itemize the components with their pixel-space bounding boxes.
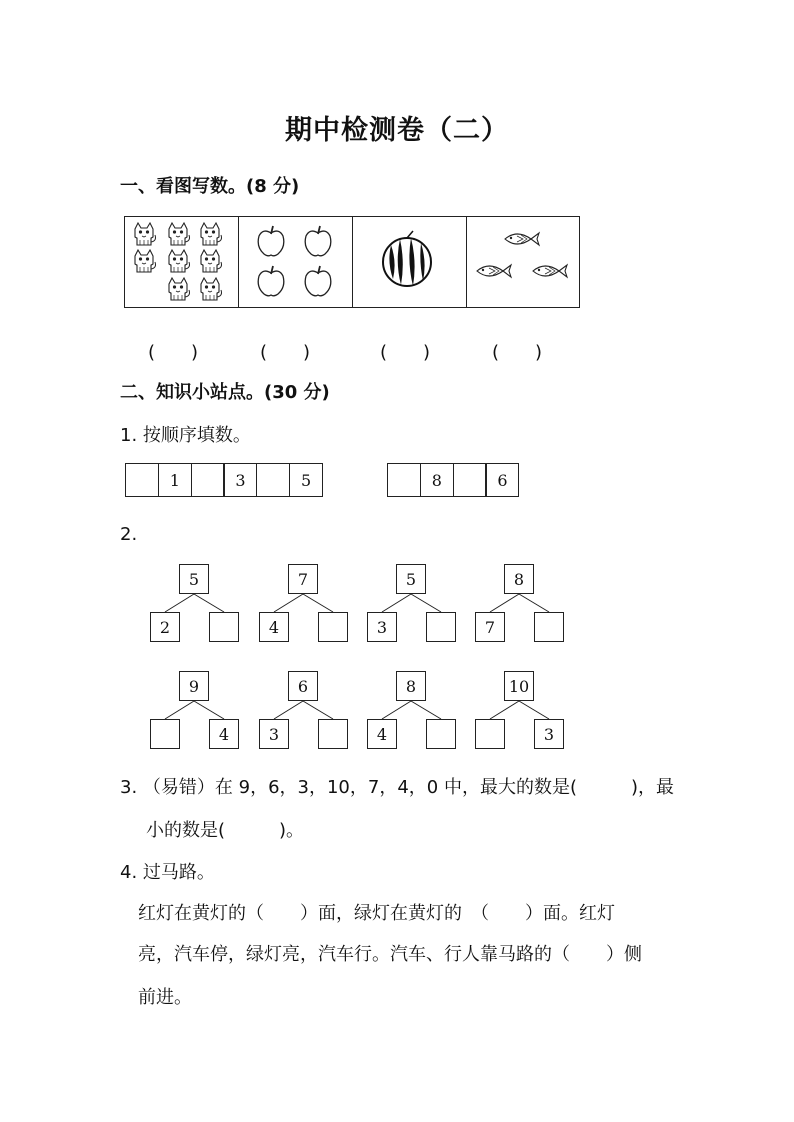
picture-strip: [124, 216, 580, 308]
tree-left-box: 4: [259, 612, 289, 642]
tree-top-number: 7: [288, 564, 318, 594]
tree-right-box: 3: [534, 719, 564, 749]
picture-cell-fish: [467, 217, 580, 307]
sequence-b-cell[interactable]: [387, 463, 421, 497]
section-1-heading: 一、看图写数。(8 分): [120, 176, 300, 197]
question-4-line-1: 红灯在黄灯的（ ）面，绿灯在黄灯的 （ ）面。红灯: [138, 903, 615, 924]
tree-branch-line: [411, 701, 441, 719]
tree-right-box[interactable]: [426, 719, 456, 749]
tree-right-box[interactable]: [534, 612, 564, 642]
tree-branch-line: [194, 594, 224, 612]
sequence-a-cell: 3: [223, 463, 257, 497]
tree-top-number: 5: [179, 564, 209, 594]
section-2-heading: 二、知识小站点。(30 分): [120, 382, 330, 403]
question-3-line-2: 小的数是( )。: [146, 820, 305, 841]
sequence-a-cell: 1: [158, 463, 192, 497]
tree-left-box: 2: [150, 612, 180, 642]
answer-blank-3[interactable]: ( ): [380, 342, 431, 363]
tree-branch-line: [165, 594, 194, 612]
tree-right-box[interactable]: [318, 719, 348, 749]
tree-branch-line: [194, 701, 224, 719]
question-1-label: 1. 按顺序填数。: [120, 425, 251, 446]
tree-left-box: 3: [367, 612, 397, 642]
sequence-a-cell[interactable]: [256, 463, 290, 497]
sequence-b-cell[interactable]: [453, 463, 487, 497]
tree-left-box: 7: [475, 612, 505, 642]
sequence-b-cell: 8: [420, 463, 454, 497]
tree-branch-line: [165, 701, 194, 719]
sequence-a-cell[interactable]: [125, 463, 159, 497]
tree-branch-line: [303, 594, 333, 612]
tree-branch-line: [382, 594, 411, 612]
fish-icon: [467, 217, 580, 307]
tree-left-box: 4: [367, 719, 397, 749]
tree-branch-line: [274, 701, 303, 719]
picture-cell-cats: [125, 217, 239, 307]
tree-top-number: 8: [504, 564, 534, 594]
tree-branch-line: [411, 594, 441, 612]
sequence-a-cell: 5: [289, 463, 323, 497]
tree-branch-line: [490, 594, 519, 612]
tree-branch-line: [519, 594, 549, 612]
tree-top-number: 8: [396, 671, 426, 701]
sequence-b-cell: 6: [485, 463, 519, 497]
question-4-label: 4. 过马路。: [120, 862, 215, 883]
tree-right-box[interactable]: [426, 612, 456, 642]
tree-top-number: 9: [179, 671, 209, 701]
tree-right-box[interactable]: [318, 612, 348, 642]
tree-top-number: 6: [288, 671, 318, 701]
tree-left-box: 3: [259, 719, 289, 749]
cat-icon: [125, 217, 238, 307]
question-3-line-1: 3. （易错）在 9，6，3，10，7，4，0 中，最大的数是( )，最: [120, 777, 674, 798]
picture-cell-apples: [239, 217, 353, 307]
apple-icon: [239, 217, 352, 307]
answer-blank-2[interactable]: ( ): [260, 342, 311, 363]
tree-left-box[interactable]: [475, 719, 505, 749]
tree-branch-line: [274, 594, 303, 612]
sequence-a-cell[interactable]: [191, 463, 225, 497]
tree-top-number: 5: [396, 564, 426, 594]
watermelon-icon: [353, 217, 466, 307]
tree-branch-line: [303, 701, 333, 719]
tree-left-box[interactable]: [150, 719, 180, 749]
question-2-label: 2.: [120, 524, 138, 545]
tree-right-box[interactable]: [209, 612, 239, 642]
tree-branch-line: [519, 701, 549, 719]
sequence-b: [387, 463, 519, 497]
tree-top-number: 10: [504, 671, 534, 701]
question-4-line-2: 亮，汽车停，绿灯亮，汽车行。汽车、行人靠马路的（ ）侧: [138, 944, 642, 965]
tree-branch-line: [382, 701, 411, 719]
picture-cell-watermelon: [353, 217, 467, 307]
answer-blank-4[interactable]: ( ): [492, 342, 543, 363]
answer-blank-1[interactable]: ( ): [148, 342, 199, 363]
sequence-a: [125, 463, 323, 497]
tree-branch-line: [490, 701, 519, 719]
tree-right-box: 4: [209, 719, 239, 749]
question-4-line-3: 前进。: [138, 987, 192, 1008]
page-title: 期中检测卷（二）: [285, 115, 509, 146]
